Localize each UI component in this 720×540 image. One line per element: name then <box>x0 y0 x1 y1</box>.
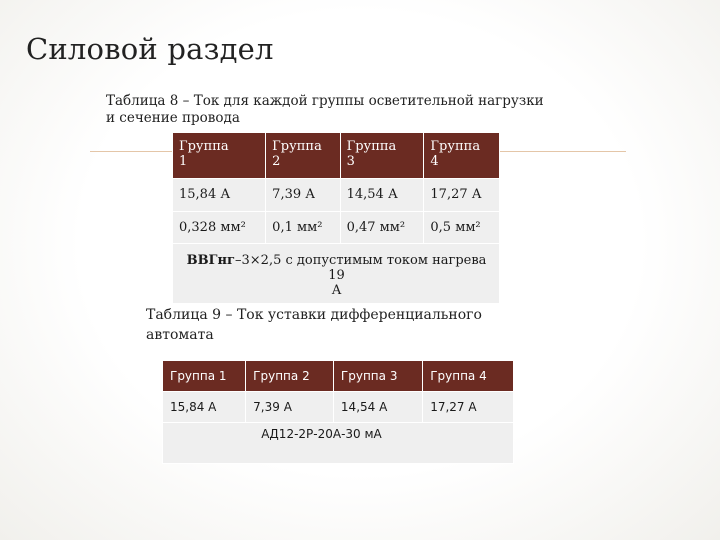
header-number: 4 <box>430 154 439 169</box>
table-cell: 14,54 А <box>340 179 424 212</box>
table9-header-cell: Группа 2 <box>246 361 334 392</box>
header-word: Группа <box>179 139 229 154</box>
table8-caption-line1: Таблица 8 – Ток для каждой группы осветительной нагрузки <box>106 93 544 109</box>
table-cell: 7,39 А <box>266 179 340 212</box>
table9-caption-line1: Таблица 9 – Ток уставки дифференциального <box>146 307 482 323</box>
table8-section-row <box>173 212 500 244</box>
header-word: Группа <box>346 139 397 154</box>
table8-note-cell <box>173 244 500 304</box>
table8-note-row <box>173 244 500 304</box>
table8-header-cell <box>173 133 266 179</box>
note-line1 <box>179 253 494 283</box>
header-word: Группа <box>430 139 481 154</box>
table-cell: 0,1 мм² <box>266 212 340 244</box>
table9-header-cell: Группа 4 <box>423 361 514 392</box>
table-cell: 14,54 А <box>333 392 422 423</box>
table9-note-row <box>163 423 514 464</box>
table-cell: 0,328 мм² <box>173 212 266 244</box>
table9-header-cell: Группа 3 <box>333 361 422 392</box>
table9-note-cell: АД12-2Р-20А-30 мА <box>163 423 514 464</box>
table9-value-row <box>163 392 514 423</box>
table8 <box>172 132 500 304</box>
table8-header-cell <box>340 133 424 179</box>
table9-caption-line2: автомата <box>146 327 214 343</box>
header-number: 1 <box>179 154 188 169</box>
table8-caption <box>106 93 586 127</box>
table-cell: 15,84 А <box>173 179 266 212</box>
header-number: 2 <box>272 154 281 169</box>
table8-caption-line2: и сечение провода <box>106 110 240 126</box>
table9 <box>162 360 514 464</box>
table9-header-cell: Группа 1 <box>163 361 246 392</box>
table9-caption <box>146 305 526 345</box>
cable-type: ВВГнг <box>186 253 236 268</box>
note-line2: А <box>331 283 342 298</box>
table8-header-cell <box>266 133 340 179</box>
table8-header-row <box>173 133 500 179</box>
table-cell: 0,47 мм² <box>340 212 424 244</box>
table-cell: 7,39 А <box>246 392 334 423</box>
slide-title: Силовой раздел <box>26 32 274 66</box>
header-number: 3 <box>346 154 355 169</box>
table9-header-row <box>163 361 514 392</box>
table-cell: 0,5 мм² <box>424 212 500 244</box>
table8-header-cell <box>424 133 500 179</box>
header-word: Группа <box>272 139 322 154</box>
table-cell: 17,27 А <box>424 179 500 212</box>
table-cell: 17,27 А <box>423 392 514 423</box>
table8-current-row <box>173 179 500 212</box>
table-cell: 15,84 А <box>163 392 246 423</box>
note-text: –3×2,5 с допустимым током нагрева 19 <box>235 253 487 283</box>
